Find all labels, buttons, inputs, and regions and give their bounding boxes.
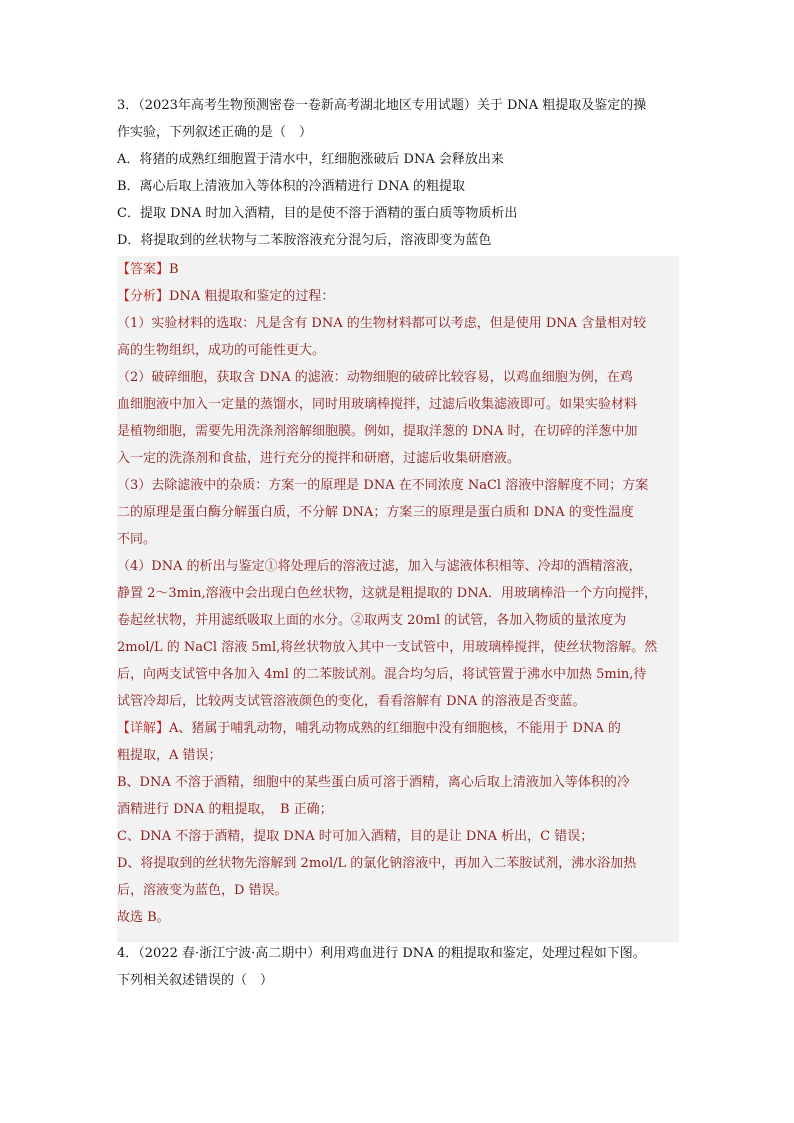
option-a: A．将猪的成熟红细胞置于清水中，红细胞涨破后 DNA 会释放出来 bbox=[117, 152, 504, 167]
analysis-line: 静置 2～3min,溶液中会出现白色丝状物，这就是粗提取的 DNA．用玻璃棒沿一个方向搅拌， bbox=[117, 586, 657, 601]
analysis-heading bbox=[117, 283, 679, 310]
detail-first-line: A、猪属于哺乳动物，哺乳动物成熟的红细胞中没有细胞核，不能用于 DNA 的 bbox=[169, 721, 621, 736]
analysis-tag: 【分析】 bbox=[117, 289, 170, 304]
analysis-line: 是植物细胞，需要先用洗涤剂溶解细胞膜。例如，提取洋葱的 DNA 时，在切碎的洋葱中加 bbox=[117, 424, 638, 439]
option-d: D．将提取到的丝状物与二苯胺溶液充分混匀后，溶液即变为蓝色 bbox=[117, 233, 492, 248]
detail-tag: 【详解】 bbox=[117, 721, 170, 736]
answer-value: B bbox=[169, 262, 179, 277]
analysis-line: 试管冷却后，比较两支试管溶液颜色的变化，看看溶解有 DNA 的溶液是否变蓝。 bbox=[117, 694, 586, 709]
analysis-line: （1）实验材料的选取：凡是含有 DNA 的生物材料都可以考虑，但是使用 DNA 含量相对较 bbox=[117, 316, 647, 331]
detail-line: 后，溶液变为蓝色，D 错误。 bbox=[117, 883, 288, 898]
analysis-line: 二的原理是蛋白酶分解蛋白质，不分解 DNA；方案三的原理是蛋白质和 DNA 的变性温度 bbox=[117, 505, 634, 520]
detail-line: 粗提取，A 错误； bbox=[117, 748, 222, 763]
option-b: B．离心后取上清液加入等体积的冷酒精进行 DNA 的粗提取 bbox=[117, 179, 466, 194]
analysis-line: 不同。 bbox=[117, 532, 157, 547]
analysis-line: （3）去除滤液中的杂质：方案一的原理是 DNA 在不同浓度 NaCl 溶液中溶解度不同；方案 bbox=[117, 478, 649, 493]
option-c: C．提取 DNA 时加入酒精，目的是使不溶于酒精的蛋白质等物质析出 bbox=[117, 206, 518, 221]
solution-block bbox=[117, 256, 679, 942]
question-4 bbox=[117, 940, 687, 994]
analysis-line: （4）DNA 的析出与鉴定①将处理后的溶液过滤，加入与滤液体积相等、冷却的酒精溶液， bbox=[117, 559, 642, 574]
question-4-stem-line: 4．（2022 春·浙江宁波·高二期中）利用鸡血进行 DNA 的粗提取和鉴定，处理过程如下图。 bbox=[117, 946, 646, 961]
answer-tag: 【答案】 bbox=[117, 262, 170, 277]
detail-line: D、将提取到的丝状物先溶解到 2mol/L 的氯化钠溶液中，再加入二苯胺试剂，沸水浴加热 bbox=[117, 856, 637, 871]
detail-line: 酒精进行 DNA 的粗提取， B 正确； bbox=[117, 802, 333, 817]
detail-line: B、DNA 不溶于酒精，细胞中的某些蛋白质可溶于酒精，离心后取上清液加入等体积的冷 bbox=[117, 775, 630, 790]
question-3 bbox=[117, 92, 687, 254]
question-3-stem-line: 3．（2023年高考生物预测密卷一卷新高考湖北地区专用试题）关于 DNA 粗提取及鉴定的操 bbox=[117, 98, 647, 113]
detail-heading bbox=[117, 715, 679, 742]
detail-line: C、DNA 不溶于酒精，提取 DNA 时可加入酒精，目的是让 DNA 析出，C 错误； bbox=[117, 829, 594, 844]
question-4-stem-line: 下列相关叙述错误的（ ） bbox=[117, 973, 274, 988]
conclusion-line: 故选 B。 bbox=[117, 910, 170, 925]
analysis-line: 高的生物组织，成功的可能性更大。 bbox=[117, 343, 326, 358]
analysis-line: （2）破碎细胞，获取含 DNA 的滤液：动物细胞的破碎比较容易，以鸡血细胞为例，在鸡 bbox=[117, 370, 633, 385]
analysis-line: 卷起丝状物，并用滤纸吸取上面的水分。②取两支 20ml 的试管，各加入物质的量浓度为 bbox=[117, 613, 627, 628]
analysis-line: 血细胞液中加入一定量的蒸馏水，同时用玻璃棒搅拌，过滤后收集滤液即可。如果实验材料 bbox=[117, 397, 638, 412]
answer-line bbox=[117, 256, 679, 283]
analysis-title: DNA 粗提取和鉴定的过程： bbox=[169, 289, 335, 304]
analysis-line: 2mol/L 的 NaCl 溶液 5ml,将丝状物放入其中一支试管中，用玻璃棒搅拌，使丝状物溶解。然 bbox=[117, 640, 658, 655]
analysis-line: 后，向两支试管中各加入 4ml 的二苯胺试剂。混合均匀后，将试管置于沸水中加热 5min,待 bbox=[117, 667, 647, 682]
question-3-stem-line: 作实验，下列叙述正确的是（ ） bbox=[117, 125, 313, 140]
analysis-line: 入一定的洗涤剂和食盐，进行充分的搅拌和研磨，过滤后收集研磨液。 bbox=[117, 451, 521, 466]
